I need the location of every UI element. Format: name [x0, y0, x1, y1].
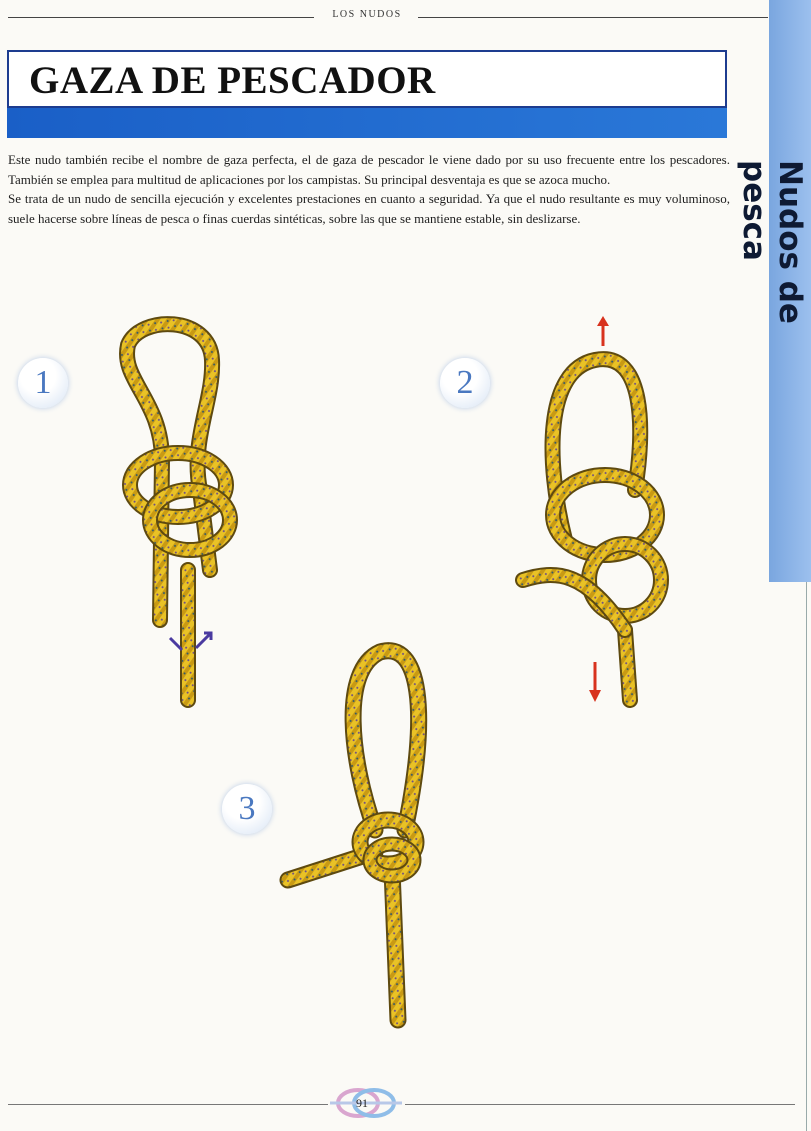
margin-rule — [806, 582, 807, 1131]
running-head: LOS NUDOS — [332, 9, 402, 20]
title-band — [7, 108, 727, 138]
step-1-number: 1 — [18, 358, 68, 408]
paragraph-1: Este nudo también recibe el nombre de gaza perfecta, el de gaza de pescador le viene dado por su uso frecuente entre los pescadores. También se emplea para multitud de aplicaciones por los campistas. Su principal desventaja es que se azoca mucho. — [8, 152, 730, 187]
body-text — [8, 150, 730, 228]
knot-step-1-illustration — [100, 320, 240, 710]
header-rule-right — [418, 17, 768, 18]
header-rule-left — [8, 17, 314, 18]
paragraph-2: Se trata de un nudo de sencilla ejecución y excelentes prestaciones en cuanto a seguridad. Ya que el nudo resultante es muy voluminoso, suele hacerse sobre líneas de pesca o finas cuerdas sintéticas, sobre las que se mantiene estable, sin deslizarse. — [8, 191, 730, 226]
section-tab-label: Nudos de pesca — [736, 160, 808, 324]
title-box — [7, 50, 727, 108]
arrow-up-icon — [596, 316, 610, 346]
step-2-number: 2 — [440, 358, 490, 408]
page-number: 91 — [356, 1096, 368, 1110]
footer-rule-right — [405, 1104, 795, 1105]
page-title: GAZA DE PESCADOR — [29, 59, 436, 102]
knot-step-2-illustration — [515, 340, 675, 710]
footer-rule-left — [8, 1104, 328, 1105]
arrow-down-icon — [588, 662, 602, 702]
knot-step-3-illustration — [280, 630, 440, 1030]
step-3-number: 3 — [222, 784, 272, 834]
